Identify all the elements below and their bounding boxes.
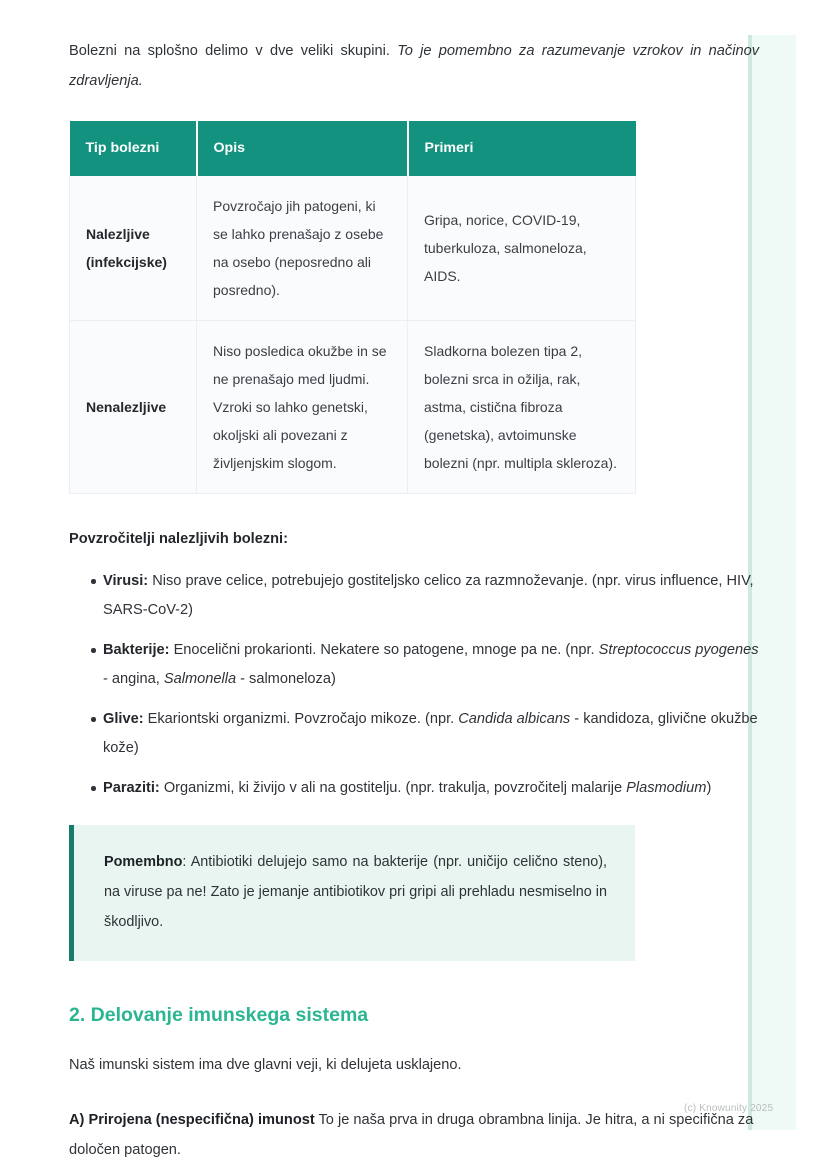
table-cell-description: Povzročajo jih patogeni, ki se lahko prenašajo z osebe na osebo (neposredno ali posredno). [197, 176, 408, 321]
innate-immunity-paragraph [69, 1105, 759, 1165]
callout-paragraph [104, 847, 607, 937]
copyright-watermark: (c) Knowunity 2025 [684, 1103, 774, 1114]
list-item-text-a: Organizmi, ki živijo v ali na gostitelju. (npr. trakulja, povzročitelj malarije [159, 780, 627, 796]
disease-table [69, 121, 636, 494]
list-item-text-a: Niso prave celice, potrebujejo gostiteljsko celico za razmnoževanje. (npr. virus influence, HIV, SARS-CoV-2) [103, 573, 754, 618]
innate-immunity-label: A) Prirojena (nespecifična) imunost [69, 1112, 315, 1128]
innate-immunity-text: To je naša prva in druga obrambna linija. Je hitra, a ni specifična za določen patogen. [69, 1112, 754, 1158]
list-item [91, 567, 759, 625]
callout-label: Pomembno [104, 854, 183, 870]
list-item-term: Paraziti: [103, 780, 160, 796]
disease-table-wrapper [69, 121, 635, 494]
intro-paragraph [69, 36, 759, 96]
section-heading: 2. Delovanje imunskega sistema [69, 1004, 369, 1026]
list-item-text-c: - salmoneloza) [236, 671, 336, 687]
list-item-text-b: - kandidoza, glivične okužbe kože) [103, 711, 758, 756]
section-paragraph: Naš imunski sistem ima dve glavni veji, ki delujeta usklajeno. [69, 1057, 462, 1073]
table-cell-examples: Sladkorna bolezen tipa 2, bolezni srca in ožilja, rak, astma, cistična fibroza (genetska), avtoimunske bolezni (npr. multipla skleroza). [408, 321, 636, 494]
callout-text: : Antibiotiki delujejo samo na bakterije (npr. uničijo celično steno), na viruse pa ne! Zato je jemanje antibiotikov pri gripi ali prehladu nesmiselno in škodljivo. [104, 854, 607, 930]
intro-italic-text: To je pomembno za razumevanje vzrokov in načinov zdravljenja. [69, 43, 759, 89]
table-header-type: Tip bolezni [70, 121, 197, 176]
causes-list [69, 567, 759, 803]
table-header-description: Opis [197, 121, 408, 176]
table-cell-type: Nalezljive (infekcijske) [70, 176, 197, 321]
causes-heading: Povzročitelji nalezljivih bolezni: [69, 531, 288, 547]
list-item [91, 774, 759, 803]
intro-plain-text: Bolezni na splošno delimo v dve veliki skupini. [69, 43, 390, 59]
table-header-examples: Primeri [408, 121, 636, 176]
list-item-italic-b: Salmonella [163, 671, 237, 687]
list-item-term: Glive: [103, 711, 144, 727]
list-item-text-a: Enocelični prokarionti. Nekatere so patogene, mnoge pa ne. (npr. [169, 642, 599, 658]
list-item [91, 636, 759, 694]
table-header-row [70, 121, 636, 176]
list-item-text-b: - angina, [103, 671, 164, 687]
list-item-italic-a: Streptococcus pyogenes [598, 642, 759, 658]
table-cell-description: Niso posledica okužbe in se ne prenašajo med ljudmi. Vzroki so lahko genetski, okoljski ali povezani z življenjskim slogom. [197, 321, 408, 494]
table-row [70, 176, 636, 321]
list-item-italic-a: Plasmodium [626, 780, 707, 796]
list-item-italic-a: Candida albicans [458, 711, 571, 727]
important-callout [69, 825, 635, 961]
list-item-term: Bakterije: [103, 642, 170, 658]
table-row [70, 321, 636, 494]
table-cell-examples: Gripa, norice, COVID-19, tuberkuloza, salmoneloza, AIDS. [408, 176, 636, 321]
list-item-text-a: Ekariontski organizmi. Povzročajo mikoze. (npr. [143, 711, 459, 727]
list-item-term: Virusi: [103, 573, 149, 589]
list-item-text-b: ) [706, 780, 712, 796]
list-item [91, 705, 759, 763]
table-cell-type: Nenalezljive [70, 321, 197, 494]
